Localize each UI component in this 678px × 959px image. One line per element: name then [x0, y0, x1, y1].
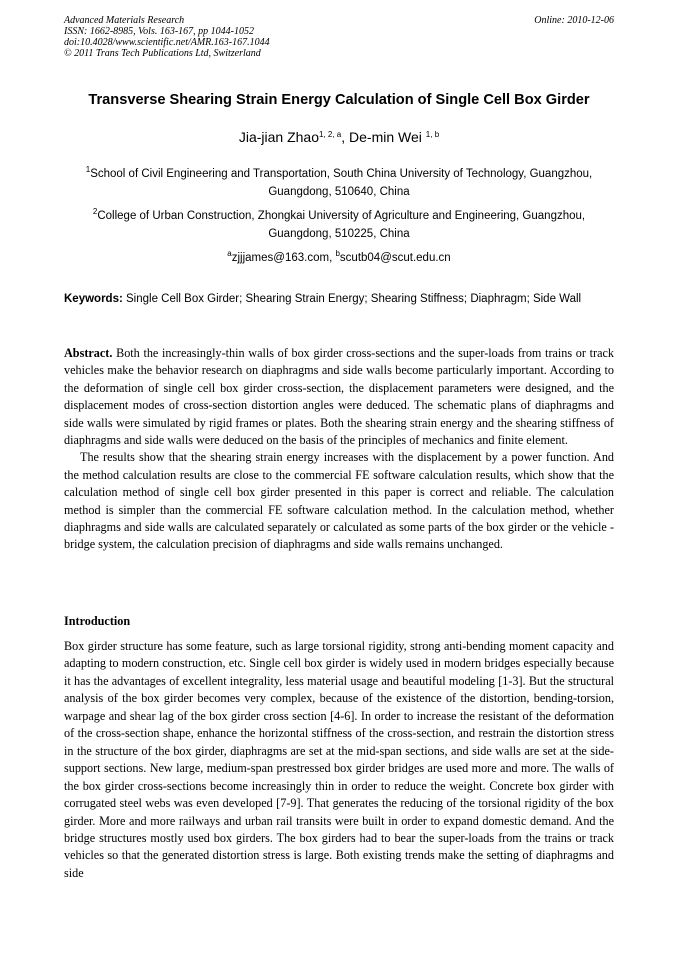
affiliation-2 [60, 207, 618, 243]
abstract [64, 345, 614, 554]
email-a: zjjjames@163.com, [231, 252, 336, 264]
author-2: De-min Wei [349, 129, 426, 145]
introduction-text: Box girder structure has some feature, such as large torsional rigidity, strong anti-bending moment capacity and adapting to modern construction, etc. Single cell box girder is widely used in modern bridges especially because it has the advantages of excellent integrality, less material usage and beautiful modeling [1-3]. But the structural analysis of the box girder becomes very complex, because of the existence of the distortion, bending-torsion, warpage and shear lag of the box girder cross section [4-6]. In order to increase the resistant of the deformation of the cross-section shape, enhance the horizontal stiffness of the cross-section, and restrain the distortion stress in the structure of the box girder, diaphragms are set at the mid-span sections, and side walls are set at the side-support sections. New large, medium-span prestressed box girder bridges are used more and more. The walls of the box girder cross-sections become increasingly thin in order to reduce the weight. Concrete box girder with corrugated steel webs was even developed [7-9]. That generates the reducing of the torsional rigidity of the box girder. More and more railways and urban rail transits were built in order to expand domestic demand. And the bridge structures mostly used box girders. The box girders had to bear the super-loads from the trains or track vehicles so that the generated distortion stress is large. Both existing trends make the setting of diaphragms and side [64, 639, 614, 880]
abstract-label: Abstract. [64, 346, 113, 360]
abstract-text-1: Both the increasingly-thin walls of box girder cross-sections and the super-loads from trains or track vehicles make the behavior research on diaphragms and side walls become particularly important. According to the deformation of single cell box girder cross-section, the displacement parameters were designed, and the displacement modes of cross-section distortion angles were deduced. The schematic plans of diaphragms and side walls were simulated by rigid frames or plates. Both the shearing strain energy and the shearing stiffness of diaphragms and side walls were deduced on the basis of the principles of mechanics and finite element. [64, 346, 614, 448]
email-line [0, 249, 678, 264]
journal-header [64, 15, 270, 59]
introduction-heading: Introduction [64, 614, 131, 628]
affiliation-2-text: College of Urban Construction, Zhongkai University of Agriculture and Engineering, Guangzhou, Guangdong, 510225, China [97, 210, 586, 240]
author-1: Jia-jian Zhao [238, 129, 319, 145]
keywords [64, 290, 614, 308]
paper-title: Transverse Shearing Strain Energy Calculation of Single Cell Box Girder [88, 92, 590, 108]
email-b-marker: b [335, 249, 340, 258]
doi-line: doi:10.4028/www.scientific.net/AMR.163-167.1044 [64, 37, 270, 48]
author-2-affiliation: 1, b [425, 130, 440, 139]
author-separator: , [341, 129, 350, 145]
email-a-marker: a [227, 249, 232, 258]
keywords-text: Single Cell Box Girder; Shearing Strain Energy; Shearing Stiffness; Diaphragm; Side Wall [122, 293, 582, 305]
online-date: Online: 2010-12-06 [534, 15, 614, 26]
author-line [0, 129, 678, 145]
affiliation-1 [60, 165, 618, 201]
keywords-label: Keywords: [64, 293, 123, 305]
affiliation-1-number: 1 [85, 165, 91, 174]
author-1-affiliation: 1, 2, a [319, 130, 342, 139]
abstract-paragraph-1 [64, 345, 614, 449]
affiliation-1-text: School of Civil Engineering and Transportation, South China University of Technology, Guangzhou, Guangdong, 510640, China [90, 168, 593, 198]
issn-line: ISSN: 1662-8985, Vols. 163-167, pp 1044-1052 [64, 26, 254, 37]
affiliation-2-number: 2 [92, 207, 98, 216]
email-b: scutb04@scut.edu.cn [339, 252, 451, 264]
copyright-line: © 2011 Trans Tech Publications Ltd, Switzerland [64, 48, 261, 59]
abstract-paragraph-2: The results show that the shearing strain energy increases with the displacement by a power function. And the method calculation results are close to the commercial FE software calculation results, which show that the calculation method of single cell box girder presented in this paper is correct and reliable. The calculation method is simpler than the commercial FE software calculation method. In the calculation method, whether diaphragms and side walls are calculated separately or calculated as some parts of the box girder or the vehicle - bridge system, the calculation precision of diaphragms and side walls remains unchanged. [64, 450, 614, 552]
journal-name: Advanced Materials Research [64, 15, 185, 26]
